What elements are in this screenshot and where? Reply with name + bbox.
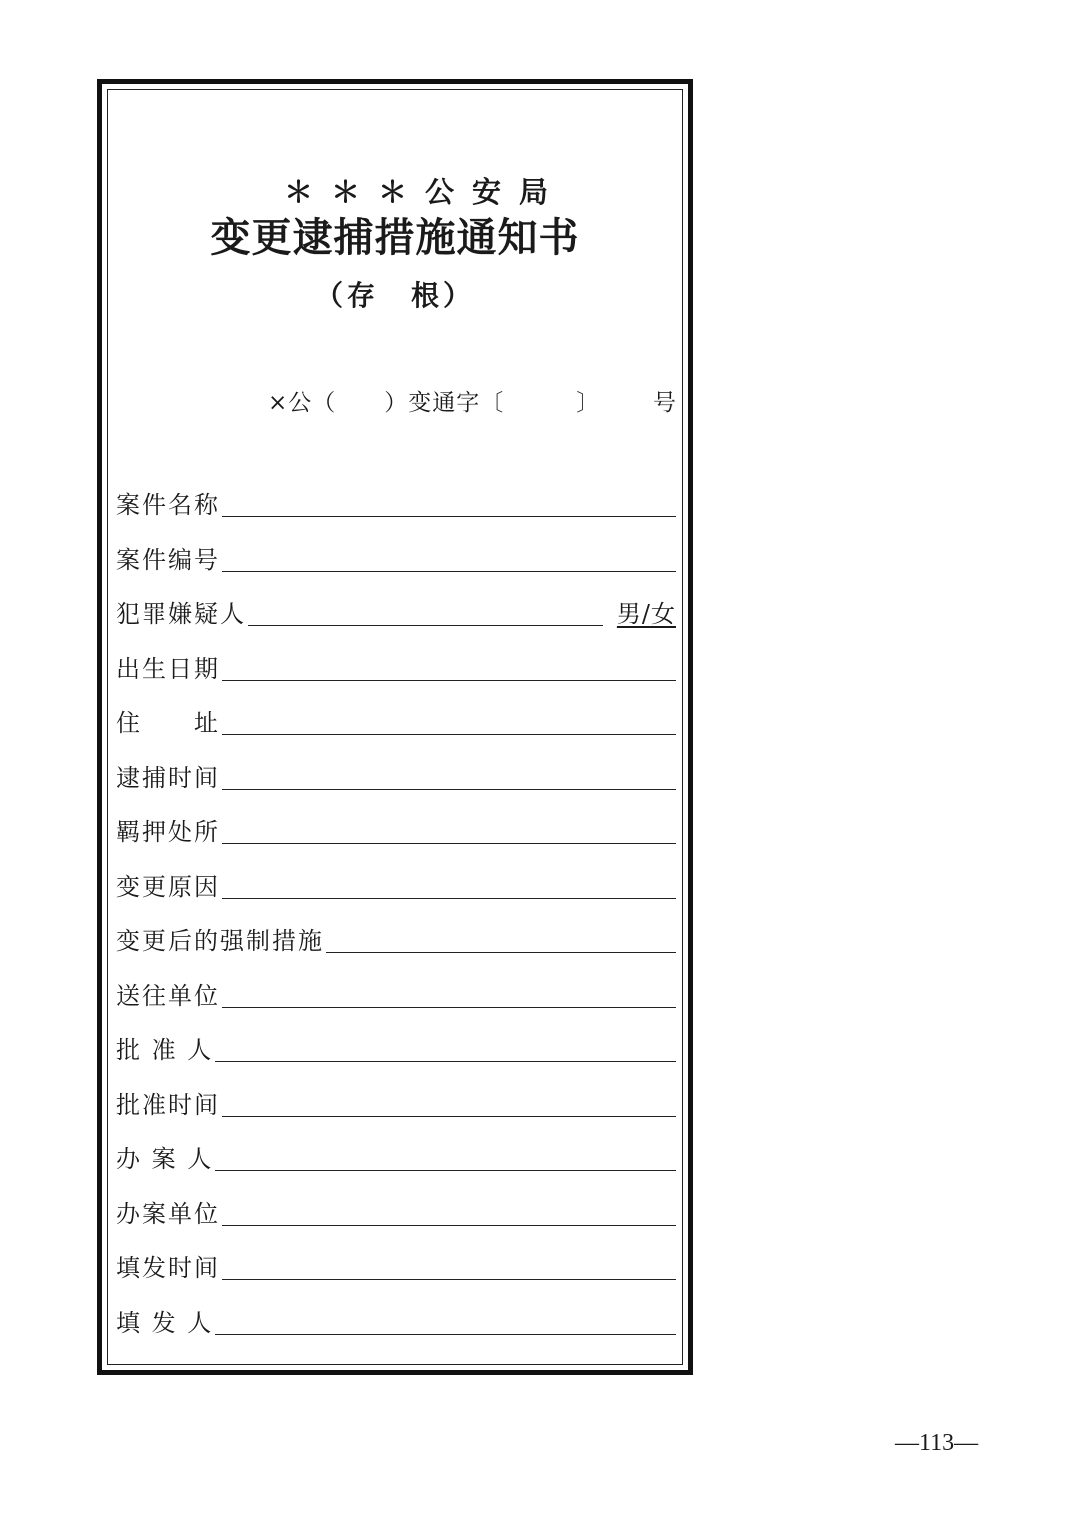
field-label: 填发时间 — [116, 1254, 220, 1282]
issue-time-input-line[interactable] — [222, 1249, 676, 1280]
field-label: 变更原因 — [116, 873, 220, 901]
arrest-time-input-line[interactable] — [222, 759, 676, 790]
destination-unit-input-line[interactable] — [222, 977, 676, 1008]
field-suspect — [116, 595, 676, 629]
birth-date-input-line[interactable] — [222, 650, 676, 681]
field-label: 逮捕时间 — [116, 764, 220, 792]
field-approval-time — [116, 1086, 676, 1120]
document-number-suffix: 号 — [653, 390, 676, 416]
form-border — [97, 79, 693, 1375]
case-name-input-line[interactable] — [222, 486, 676, 517]
field-label: 案件编号 — [116, 546, 220, 574]
field-case-name — [116, 486, 676, 520]
field-label: 批 准 人 — [116, 1036, 214, 1064]
field-handling-unit — [116, 1195, 676, 1229]
field-issue-time — [116, 1249, 676, 1283]
field-new-measure — [116, 922, 676, 956]
approval-time-input-line[interactable] — [222, 1086, 676, 1117]
document-number-prefix: ×公（ ）变通字〔 〕 — [268, 390, 601, 416]
field-label: 办 案 人 — [116, 1145, 214, 1173]
address-input-line[interactable] — [222, 704, 676, 735]
approver-input-line[interactable] — [215, 1031, 676, 1062]
document-title: 变更逮捕措施通知书 — [210, 214, 580, 261]
field-detention-place — [116, 813, 676, 847]
field-issuer — [116, 1304, 676, 1338]
field-label: 羁押处所 — [116, 818, 220, 846]
field-label: 批准时间 — [116, 1091, 220, 1119]
field-label: 出生日期 — [116, 655, 220, 683]
field-case-number — [116, 541, 676, 575]
issuer-input-line[interactable] — [215, 1304, 676, 1335]
stub-label: （存 根） — [314, 279, 475, 312]
gender-choice[interactable]: 男/女 — [616, 600, 676, 628]
field-label: 案件名称 — [116, 491, 220, 519]
case-number-input-line[interactable] — [222, 541, 676, 572]
field-approver — [116, 1031, 676, 1065]
detention-place-input-line[interactable] — [222, 813, 676, 844]
change-reason-input-line[interactable] — [222, 868, 676, 899]
page-number: —113— — [895, 1430, 979, 1456]
field-label: 送往单位 — [116, 982, 220, 1010]
field-address — [116, 704, 676, 738]
field-change-reason — [116, 868, 676, 902]
form-inner-border — [107, 89, 683, 1365]
field-label: 住 址 — [116, 709, 220, 737]
agency-name: ＊＊＊公安局 — [283, 175, 566, 209]
field-label: 变更后的强制措施 — [116, 927, 324, 955]
case-handler-input-line[interactable] — [215, 1140, 676, 1171]
field-case-handler — [116, 1140, 676, 1174]
field-destination-unit — [116, 977, 676, 1011]
suspect-input-line[interactable] — [248, 595, 603, 626]
new-measure-input-line[interactable] — [326, 922, 676, 953]
field-label: 犯罪嫌疑人 — [116, 600, 246, 628]
handling-unit-input-line[interactable] — [222, 1195, 676, 1226]
field-arrest-time — [116, 759, 676, 793]
field-label: 填 发 人 — [116, 1309, 214, 1337]
field-birth-date — [116, 650, 676, 684]
field-label: 办案单位 — [116, 1200, 220, 1228]
